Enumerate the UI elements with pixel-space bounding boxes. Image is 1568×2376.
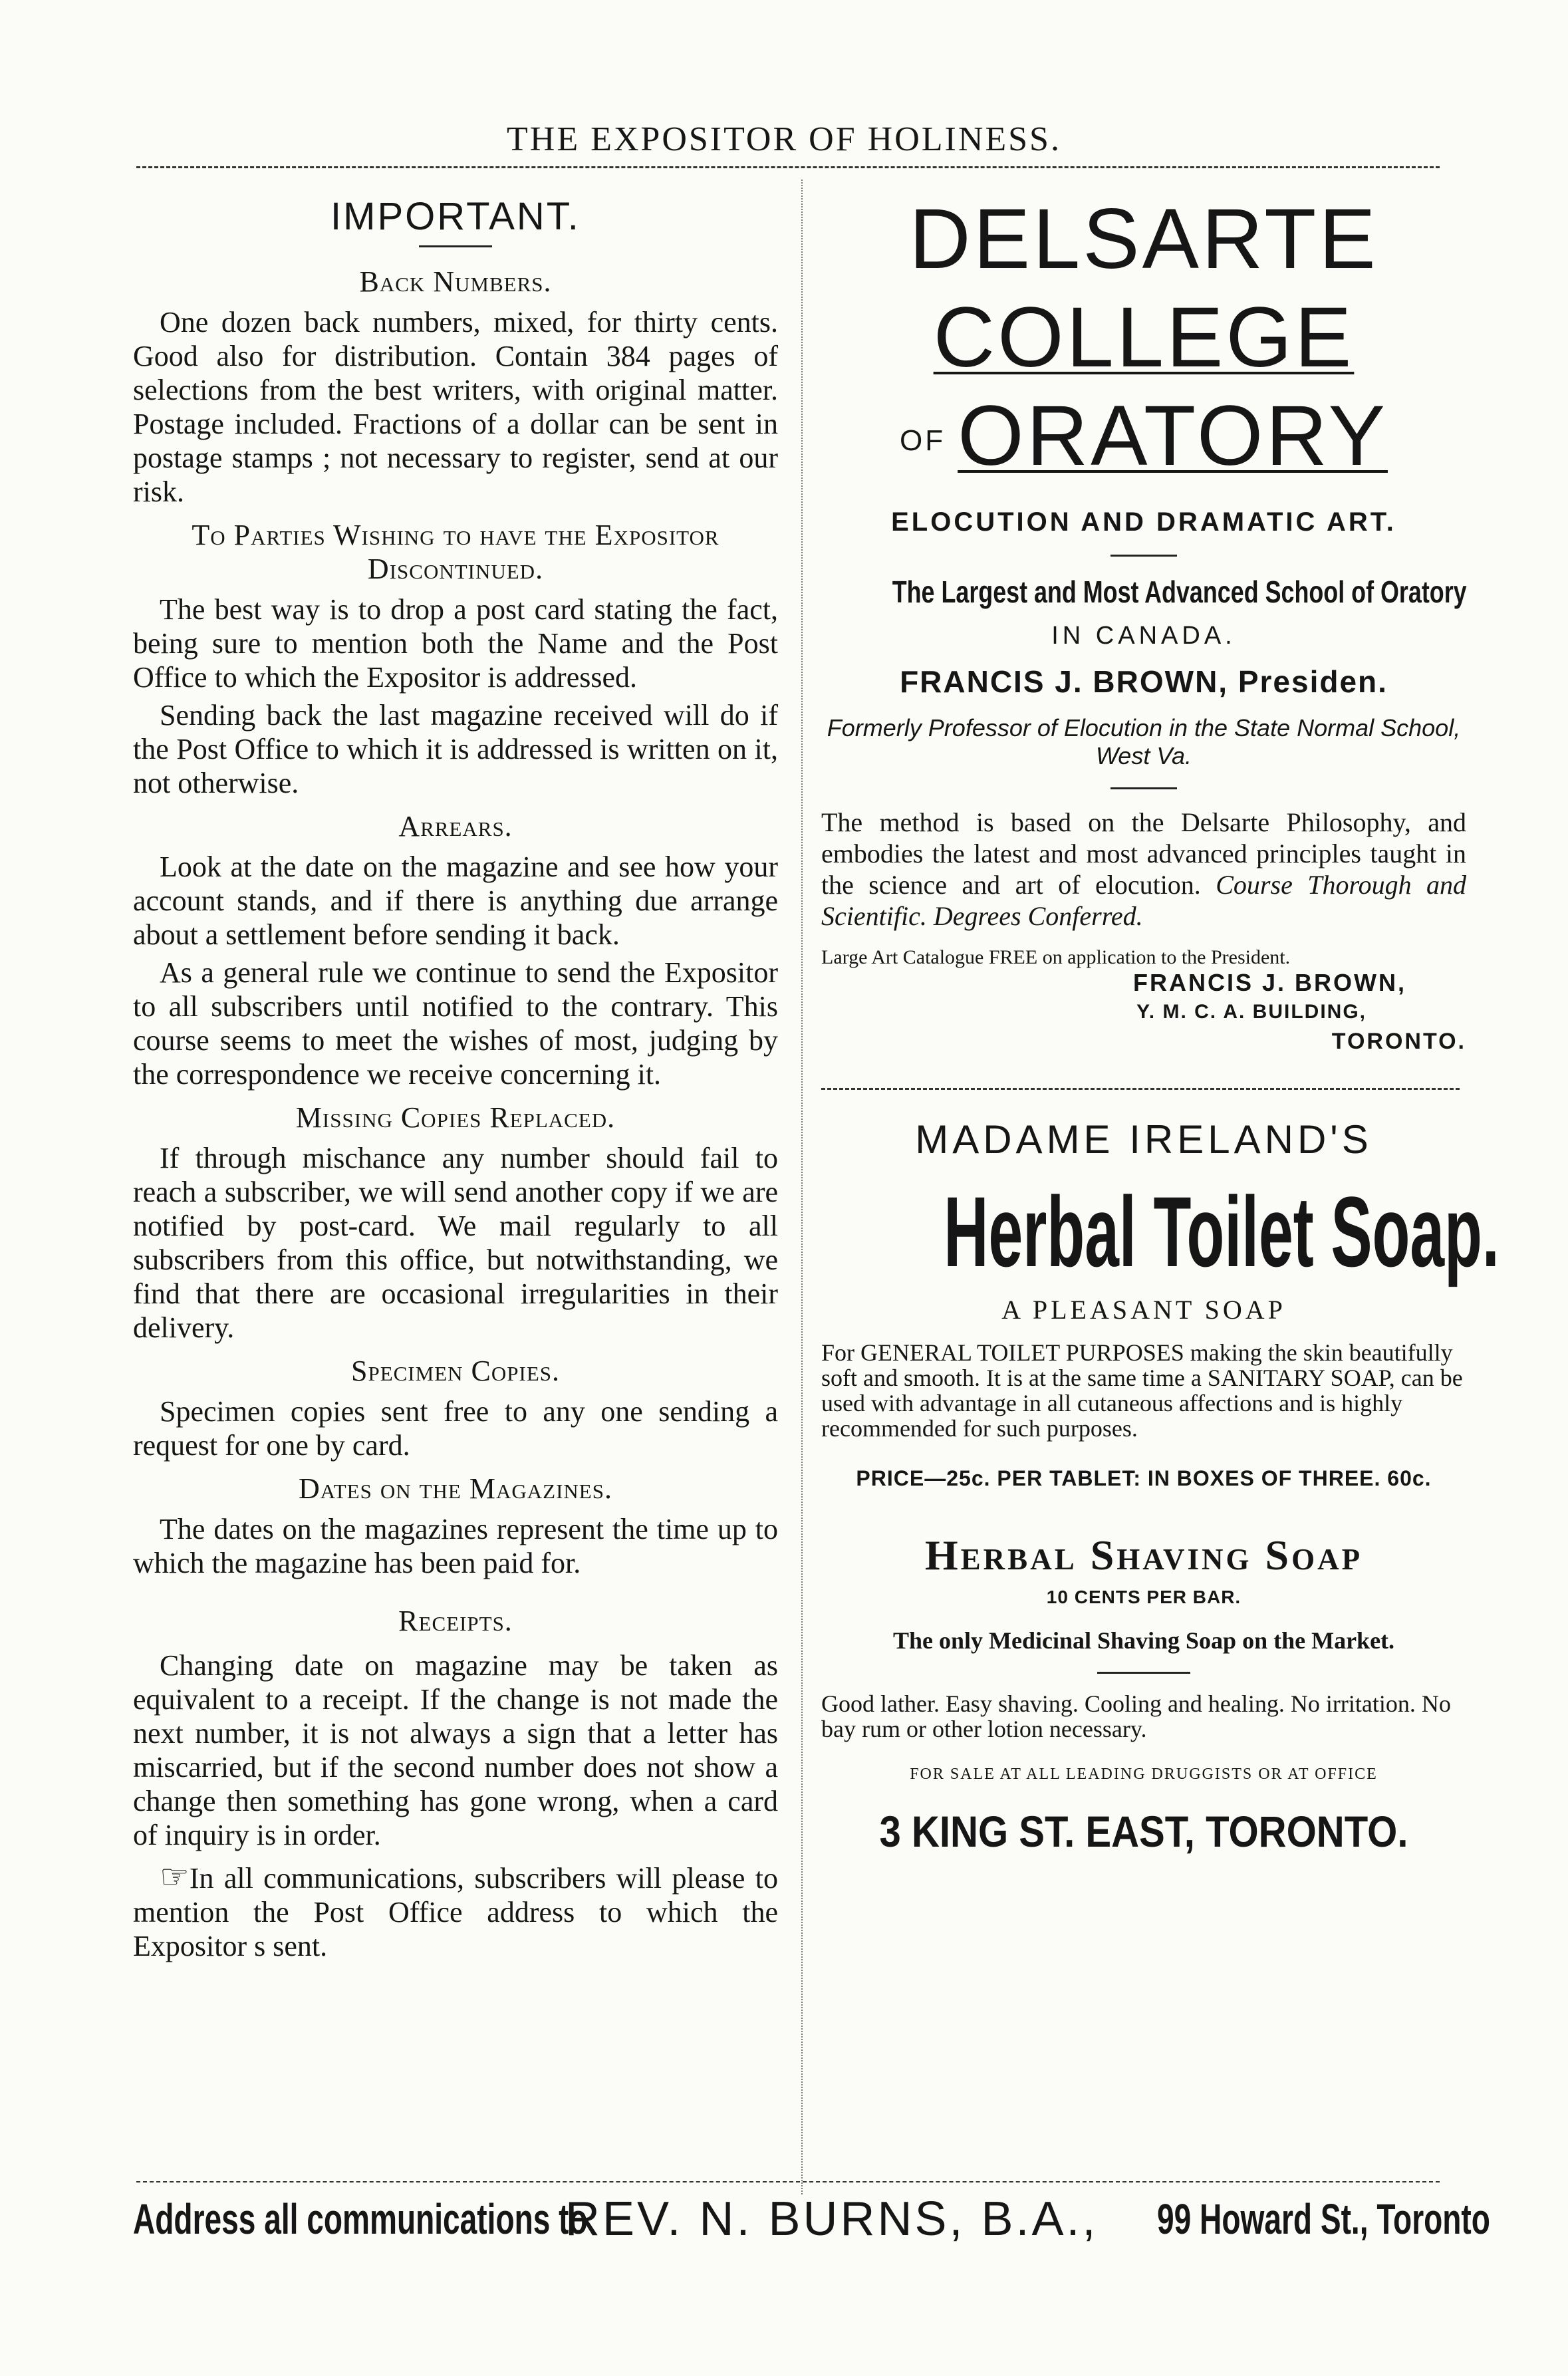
pointing-hand-icon: ☞ (160, 1858, 190, 1895)
section-title: Specimen Copies. (350, 1355, 560, 1387)
method-italic: Course Thorough and Scientific. Degrees Conferred. (821, 870, 1466, 931)
shaving-price: 10 CENTS PER BAR. (1046, 1587, 1241, 1607)
section-paragraph: The dates on the magazines represent the time up to which the magazine has been paid for. (133, 1513, 778, 1579)
section-paragraph: As a general rule we continue to send the Expositor to all subscribers until notified to the contrary. This course seems to meet the wishes of most, judging by the correspondence we receive concerning it. (133, 956, 778, 1091)
section-title: To Parties Wishing to have the Expositor Discontinued. (192, 519, 719, 585)
largest-school-tagline: The Largest and Most Advanced School of Oratory (892, 575, 1467, 609)
address-city: TORONTO. (1331, 1029, 1466, 1054)
section-title: Arrears. (398, 810, 513, 843)
section-paragraph: The best way is to drop a post card stating the fact, being sure to mention both the Name and the Post Office to which the Expositor is addressed. (133, 593, 778, 694)
important-heading: IMPORTANT. (330, 195, 581, 238)
method-text (821, 807, 1466, 932)
header-rule (136, 166, 1440, 168)
final-note (133, 1860, 778, 1963)
ad-rule (1111, 787, 1177, 789)
section-paragraph: Specimen copies sent free to any one sending a request for one by card. (133, 1395, 778, 1462)
elocution-subtitle: ELOCUTION AND DRAMATIC ART. (891, 507, 1396, 537)
ad-rule (1097, 1672, 1190, 1674)
heading-rule (419, 245, 492, 247)
method-plain: The method is based on the Delsarte Philosophy, and embodies the latest and most advanced principles taught in the science and art of elocution. (821, 807, 1466, 900)
section-title: Dates on the Magazines. (299, 1472, 612, 1505)
section-title: Receipts. (398, 1605, 513, 1637)
oratory-word: ORATORY (958, 388, 1388, 483)
pleasant-tagline: A PLEASANT SOAP (1001, 1295, 1286, 1325)
address-name: FRANCIS J. BROWN, (1133, 969, 1406, 996)
footer-address-lead: Address all communications to (133, 2195, 588, 2243)
address-building: Y. M. C. A. BUILDING, (1136, 1001, 1367, 1023)
president-name: FRANCIS J. BROWN, Presiden. (900, 664, 1388, 699)
delsarte-ad (821, 192, 1467, 1055)
page-header: THE EXPOSITOR OF HOLINESS. (507, 120, 1061, 158)
left-column (133, 193, 778, 1967)
section-title: Back Numbers. (359, 265, 552, 298)
soap-price: PRICE—25c. PER TABLET: IN BOXES OF THREE. 60c. (856, 1466, 1432, 1490)
for-sale-note: FOR SALE AT ALL LEADING DRUGGISTS OR AT OFFICE (910, 1766, 1378, 1783)
ad-title-college (821, 290, 1466, 385)
section-paragraph: Changing date on magazine may be taken as equivalent to a receipt. If the change is not made the next number, it is not always a sign that a letter has miscarried, but if the second number does not show a change then something has gone wrong, when a card of inquiry is in order. (133, 1649, 778, 1851)
final-note-text: In all communications, subscribers will please to mention the Post Office address to which the Expositor s sent. (133, 1862, 778, 1962)
section-paragraph: Sending back the last magazine received will do if the Post Office to which it is addressed is written on it, not otherwise. (133, 699, 778, 799)
ad-rule (1111, 555, 1177, 557)
store-address: 3 KING ST. EAST, TORONTO. (879, 1807, 1408, 1856)
section-paragraph: One dozen back numbers, mixed, for thirty cents. Good also for distribution. Contain 384 pages of selections from the best writers, with original matter. Postage included. Fractions of a dollar can be sent in postage stamps ; not necessary to register, send at our risk. (133, 306, 778, 508)
formerly-note: Formerly Professor of Elocution in the State Normal School, West Va. (827, 714, 1461, 769)
footer-name: REV. N. BURNS, B.A., (565, 2192, 1099, 2246)
section-title: Missing Copies Replaced. (295, 1101, 616, 1134)
product-name: Herbal Toilet Soap. (944, 1176, 1500, 1287)
column-divider (801, 180, 803, 2194)
ad-separator-rule (821, 1088, 1460, 1090)
catalogue-note: Large Art Catalogue FREE on application to the President. (821, 946, 1291, 968)
section-paragraph: Look at the date on the magazine and see how your account stands, and if there is anything due arrange about a settlement before sending it back. (133, 851, 778, 951)
section-paragraph: If through mischance any number should fail to reach a subscriber, we will send another copy if we are notified by post-card. We mail regularly to all subscribers from this office, but notwithstanding, we find that there are occasional irregularities in their delivery. (133, 1142, 778, 1344)
right-column (821, 192, 1500, 1857)
shaving-description: Good lather. Easy shaving. Cooling and healing. No irritation. No bay rum or other lotion necessary. (821, 1690, 1451, 1742)
of-word: OF (900, 424, 946, 457)
in-canada: IN CANADA. (1051, 622, 1236, 650)
footer-street: 99 Howard St., Toronto (1157, 2195, 1490, 2243)
brand-name: MADAME IRELAND'S (915, 1117, 1372, 1162)
soap-description: For GENERAL TOILET PURPOSES making the skin beautifully soft and smooth. It is at the same time a SANITARY SOAP, can be used with advantage in all cutaneous affections and is highly recommended for such purposes. (821, 1339, 1463, 1442)
footer (133, 2192, 1490, 2246)
shaving-claim: The only Medicinal Shaving Soap on the Market. (892, 1627, 1395, 1654)
ad-title-oratory-line (821, 388, 1466, 483)
college-word: COLLEGE (933, 290, 1355, 385)
shaving-soap-title: Herbal Shaving Soap (924, 1531, 1363, 1579)
soap-ad (821, 1117, 1500, 1857)
ad-title-delsarte: DELSARTE (909, 192, 1378, 287)
footer-rule (136, 2181, 1440, 2182)
